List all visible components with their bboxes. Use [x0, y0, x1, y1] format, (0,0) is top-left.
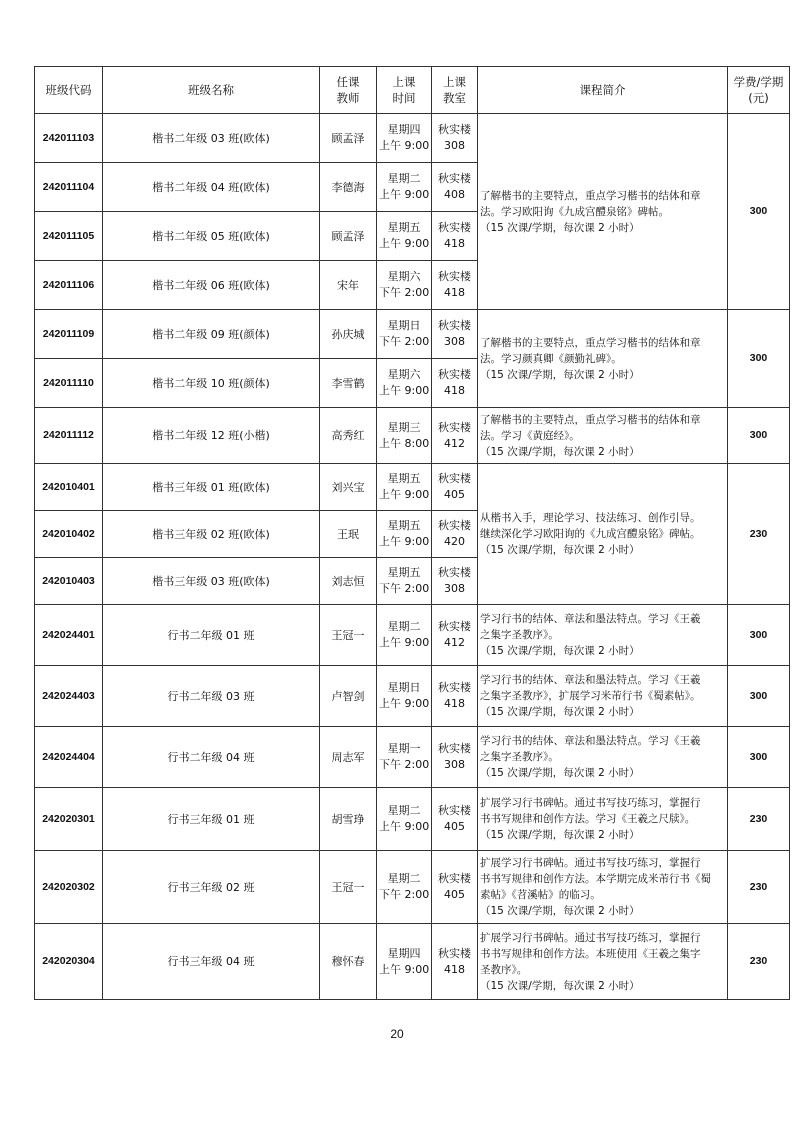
classroom: 秋实楼 308: [432, 310, 478, 359]
class-time: 星期六 上午 9:00: [377, 359, 432, 408]
page-number: 20: [390, 1027, 404, 1041]
class-name: 行书三年级 01 班: [103, 788, 320, 851]
teacher-name: 穆怀春: [320, 924, 377, 1000]
class-schedule-table: [34, 66, 790, 1000]
class-time: 星期四 上午 9:00: [377, 114, 432, 163]
class-name: 行书二年级 01 班: [103, 605, 320, 666]
classroom: 秋实楼 405: [432, 464, 478, 511]
class-code: 242024403: [35, 666, 103, 727]
class-code: 242024401: [35, 605, 103, 666]
teacher-name: 胡雪琤: [320, 788, 377, 851]
tuition-fee: 230: [728, 851, 790, 924]
class-time: 星期三 上午 8:00: [377, 408, 432, 464]
class-code: 242011105: [35, 212, 103, 261]
teacher-name: 李雪鹤: [320, 359, 377, 408]
class-code: 242010403: [35, 558, 103, 605]
table-row: [35, 924, 790, 1000]
class-name: 楷书二年级 10 班(颜体): [103, 359, 320, 408]
tuition-fee: 300: [728, 666, 790, 727]
class-name: 楷书二年级 12 班(小楷): [103, 408, 320, 464]
course-description: 学习行书的结体、章法和墨法特点。学习《王羲 之集字圣教序》，扩展学习米芾行书《蜀素帖》。 （15 次课/学期，每次课 2 小时）: [478, 666, 728, 727]
header-teacher: 任课 教师: [320, 67, 377, 114]
classroom: 秋实楼 308: [432, 114, 478, 163]
teacher-name: 王珉: [320, 511, 377, 558]
header-tuition: 学费/学期 (元): [728, 67, 790, 114]
tuition-fee: 230: [728, 788, 790, 851]
class-time: 星期日 下午 2:00: [377, 310, 432, 359]
course-description: 学习行书的结体、章法和墨法特点。学习《王羲 之集字圣教序》。 （15 次课/学期，每次课 2 小时）: [478, 605, 728, 666]
classroom: 秋实楼 418: [432, 261, 478, 310]
class-code: 242020302: [35, 851, 103, 924]
tuition-fee: 300: [728, 408, 790, 464]
course-description: 扩展学习行书碑帖。通过书写技巧练习，掌握行 书书写规律和创作方法。本班使用《王羲之集字 圣教序》。 （15 次课/学期，每次课 2 小时）: [478, 924, 728, 1000]
class-time: 星期五 上午 9:00: [377, 464, 432, 511]
class-name: 楷书二年级 04 班(欧体): [103, 163, 320, 212]
class-code: 242010401: [35, 464, 103, 511]
teacher-name: 王冠一: [320, 851, 377, 924]
table-row: [35, 408, 790, 464]
teacher-name: 周志军: [320, 727, 377, 788]
table-row: [35, 788, 790, 851]
table-row: [35, 310, 790, 359]
class-time: 星期一 下午 2:00: [377, 727, 432, 788]
header-class-code: 班级代码: [35, 67, 103, 114]
course-description: 学习行书的结体、章法和墨法特点。学习《王羲 之集字圣教序》。 （15 次课/学期，每次课 2 小时）: [478, 727, 728, 788]
classroom: 秋实楼 412: [432, 408, 478, 464]
class-name: 行书三年级 04 班: [103, 924, 320, 1000]
table-row: [35, 114, 790, 163]
class-name: 行书二年级 03 班: [103, 666, 320, 727]
class-name: 行书三年级 02 班: [103, 851, 320, 924]
classroom: 秋实楼 405: [432, 788, 478, 851]
class-code: 242020301: [35, 788, 103, 851]
tuition-fee: 230: [728, 464, 790, 605]
class-code: 242011106: [35, 261, 103, 310]
course-description: 扩展学习行书碑帖。通过书写技巧练习，掌握行 书书写规律和创作方法。学习《王羲之尺牍》。 （15 次课/学期，每次课 2 小时）: [478, 788, 728, 851]
class-code: 242011110: [35, 359, 103, 408]
classroom: 秋实楼 420: [432, 511, 478, 558]
table-row: [35, 727, 790, 788]
header-row: [35, 67, 790, 114]
teacher-name: 李德海: [320, 163, 377, 212]
course-description: 了解楷书的主要特点，重点学习楷书的结体和章 法。学习欧阳询《九成宫醴泉铭》碑帖。 （15 次课/学期，每次课 2 小时）: [478, 114, 728, 310]
teacher-name: 孙庆城: [320, 310, 377, 359]
class-name: 楷书二年级 05 班(欧体): [103, 212, 320, 261]
table-row: [35, 666, 790, 727]
course-description: 了解楷书的主要特点，重点学习楷书的结体和章 法。学习《黄庭经》。 （15 次课/学期，每次课 2 小时）: [478, 408, 728, 464]
header-class-time: 上课 时间: [377, 67, 432, 114]
class-time: 星期四 上午 9:00: [377, 924, 432, 1000]
class-code: 242010402: [35, 511, 103, 558]
class-code: 242011112: [35, 408, 103, 464]
teacher-name: 卢智剑: [320, 666, 377, 727]
class-code: 242024404: [35, 727, 103, 788]
header-course-description: 课程简介: [478, 67, 728, 114]
class-time: 星期五 上午 9:00: [377, 212, 432, 261]
class-name: 楷书二年级 09 班(颜体): [103, 310, 320, 359]
class-code: 242011103: [35, 114, 103, 163]
class-time: 星期六 下午 2:00: [377, 261, 432, 310]
classroom: 秋实楼 418: [432, 212, 478, 261]
header-class-name: 班级名称: [103, 67, 320, 114]
teacher-name: 高秀红: [320, 408, 377, 464]
tuition-fee: 300: [728, 310, 790, 408]
class-time: 星期二 下午 2:00: [377, 851, 432, 924]
class-code: 242020304: [35, 924, 103, 1000]
course-description: 扩展学习行书碑帖。通过书写技巧练习，掌握行 书书写规律和创作方法。本学期完成米芾行书《蜀 素帖》《苕溪帖》的临习。 （15 次课/学期，每次课 2 小时）: [478, 851, 728, 924]
teacher-name: 顾孟泽: [320, 212, 377, 261]
header-classroom: 上课 教室: [432, 67, 478, 114]
classroom: 秋实楼 405: [432, 851, 478, 924]
classroom: 秋实楼 412: [432, 605, 478, 666]
tuition-fee: 300: [728, 727, 790, 788]
class-code: 242011109: [35, 310, 103, 359]
classroom: 秋实楼 408: [432, 163, 478, 212]
tuition-fee: 230: [728, 924, 790, 1000]
class-name: 行书二年级 04 班: [103, 727, 320, 788]
classroom: 秋实楼 308: [432, 558, 478, 605]
classroom: 秋实楼 418: [432, 359, 478, 408]
class-name: 楷书三年级 02 班(欧体): [103, 511, 320, 558]
teacher-name: 顾孟泽: [320, 114, 377, 163]
class-time: 星期日 上午 9:00: [377, 666, 432, 727]
class-time: 星期二 上午 9:00: [377, 163, 432, 212]
tuition-fee: 300: [728, 605, 790, 666]
teacher-name: 刘志恒: [320, 558, 377, 605]
teacher-name: 王冠一: [320, 605, 377, 666]
class-name: 楷书三年级 03 班(欧体): [103, 558, 320, 605]
class-name: 楷书三年级 01 班(欧体): [103, 464, 320, 511]
class-time: 星期二 上午 9:00: [377, 788, 432, 851]
class-code: 242011104: [35, 163, 103, 212]
class-time: 星期五 下午 2:00: [377, 558, 432, 605]
classroom: 秋实楼 418: [432, 924, 478, 1000]
table-row: [35, 605, 790, 666]
course-description: 了解楷书的主要特点，重点学习楷书的结体和章 法。学习颜真卿《颜勤礼碑》。 （15 次课/学期，每次课 2 小时）: [478, 310, 728, 408]
class-name: 楷书二年级 06 班(欧体): [103, 261, 320, 310]
teacher-name: 刘兴宝: [320, 464, 377, 511]
tuition-fee: 300: [728, 114, 790, 310]
table-row: [35, 464, 790, 511]
class-time: 星期二 上午 9:00: [377, 605, 432, 666]
course-description: 从楷书入手，理论学习、技法练习、创作引导。 继续深化学习欧阳询的《九成宫醴泉铭》碑帖。 （15 次课/学期，每次课 2 小时）: [478, 464, 728, 605]
page-content: [34, 66, 784, 1000]
class-name: 楷书二年级 03 班(欧体): [103, 114, 320, 163]
class-time: 星期五 上午 9:00: [377, 511, 432, 558]
table-row: [35, 851, 790, 924]
classroom: 秋实楼 308: [432, 727, 478, 788]
classroom: 秋实楼 418: [432, 666, 478, 727]
teacher-name: 宋年: [320, 261, 377, 310]
